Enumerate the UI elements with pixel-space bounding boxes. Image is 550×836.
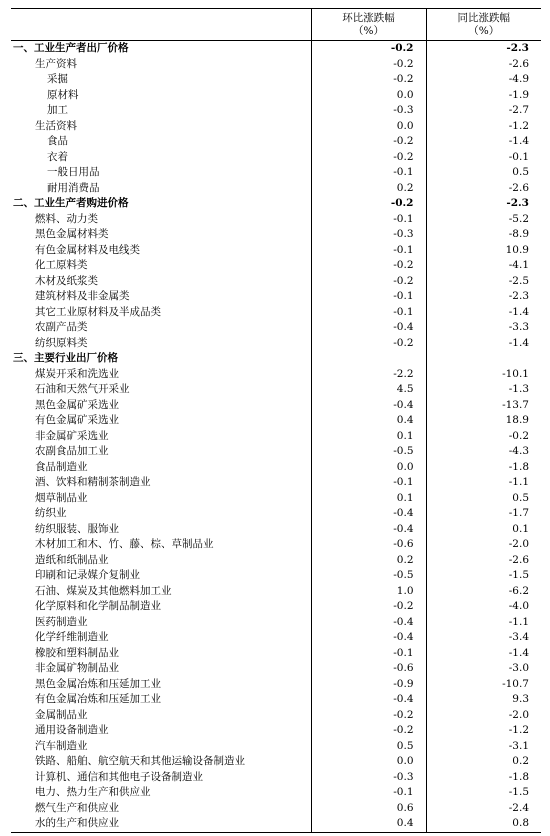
row-yoy-value: -1.4 bbox=[426, 646, 541, 662]
table-row bbox=[11, 196, 541, 212]
row-item-name: 农副食品加工业 bbox=[35, 445, 109, 457]
table-row bbox=[11, 134, 541, 150]
row-item-name: 黑色金属冶炼和压延加工业 bbox=[35, 677, 161, 690]
row-item-name: 黑色金属材料类 bbox=[35, 228, 109, 240]
row-yoy-value: -2.5 bbox=[426, 274, 541, 290]
table-row bbox=[11, 553, 541, 569]
row-yoy-value: -2.0 bbox=[426, 537, 541, 553]
row-mom-value: -0.4 bbox=[311, 615, 426, 631]
row-mom-value: -0.6 bbox=[311, 661, 426, 677]
row-mom-value: -0.1 bbox=[311, 289, 426, 305]
row-yoy-value: -4.3 bbox=[426, 444, 541, 460]
header-yoy-unit: （%） bbox=[468, 25, 500, 37]
row-item-name: 生活资料 bbox=[35, 119, 77, 132]
row-item-name: 加工 bbox=[47, 104, 68, 116]
row-yoy-value: -3.4 bbox=[426, 630, 541, 646]
row-yoy-value: -1.3 bbox=[426, 382, 541, 398]
table-row bbox=[11, 165, 541, 181]
row-item-name: 橡胶和塑料制品业 bbox=[35, 646, 119, 659]
table-row bbox=[11, 258, 541, 274]
table-row bbox=[11, 243, 541, 259]
row-yoy-value: -1.1 bbox=[426, 475, 541, 491]
row-yoy-value: -1.4 bbox=[426, 336, 541, 352]
row-mom-value: -0.2 bbox=[311, 72, 426, 88]
row-mom-value: -0.1 bbox=[311, 212, 426, 228]
row-item-name: 通用设备制造业 bbox=[35, 724, 109, 736]
row-yoy-value: -0.2 bbox=[426, 429, 541, 445]
row-mom-value: -0.4 bbox=[311, 522, 426, 538]
row-yoy-value: 0.5 bbox=[426, 165, 541, 181]
row-mom-value: 0.5 bbox=[311, 739, 426, 755]
row-yoy-value: 0.1 bbox=[426, 522, 541, 538]
row-item-name: 耐用消费品 bbox=[47, 181, 100, 194]
row-item-name: 二、工业生产者购进价格 bbox=[13, 197, 129, 209]
row-mom-value: 0.0 bbox=[311, 119, 426, 135]
row-yoy-value: -3.0 bbox=[426, 661, 541, 677]
row-yoy-value: -5.2 bbox=[426, 212, 541, 228]
row-item-name: 有色金属材料及电线类 bbox=[35, 243, 140, 256]
row-item-name: 汽车制造业 bbox=[35, 739, 88, 752]
row-yoy-value: -1.8 bbox=[426, 460, 541, 476]
row-mom-value: 0.4 bbox=[311, 816, 426, 832]
row-item-name: 黑色金属矿采选业 bbox=[35, 398, 119, 411]
row-yoy-value: -3.3 bbox=[426, 320, 541, 336]
row-yoy-value: -2.6 bbox=[426, 181, 541, 197]
row-mom-value: -0.3 bbox=[311, 770, 426, 786]
row-yoy-value: -6.2 bbox=[426, 584, 541, 600]
row-yoy-value: -0.1 bbox=[426, 150, 541, 166]
row-item-name: 化学纤维制造业 bbox=[35, 631, 109, 643]
table-row bbox=[11, 227, 541, 243]
row-mom-value: -0.2 bbox=[311, 57, 426, 73]
row-item-name: 一般日用品 bbox=[47, 166, 100, 178]
table-row bbox=[11, 382, 541, 398]
table-row bbox=[11, 723, 541, 739]
row-yoy-value: -10.1 bbox=[426, 367, 541, 383]
table-row bbox=[11, 584, 541, 600]
row-item-name: 铁路、船舶、航空航天和其他运输设备制造业 bbox=[35, 755, 245, 767]
row-yoy-value: -2.0 bbox=[426, 708, 541, 724]
row-yoy-value: 0.2 bbox=[426, 754, 541, 770]
row-mom-value: -0.2 bbox=[311, 274, 426, 290]
row-mom-value: -0.4 bbox=[311, 506, 426, 522]
row-yoy-value: -1.1 bbox=[426, 615, 541, 631]
row-mom-value: 0.2 bbox=[311, 181, 426, 197]
row-mom-value: -0.5 bbox=[311, 444, 426, 460]
row-yoy-value: -3.1 bbox=[426, 739, 541, 755]
row-mom-value: -0.1 bbox=[311, 305, 426, 321]
row-item-name: 一、工业生产者出厂价格 bbox=[13, 42, 129, 54]
row-item-name: 非金属矿采选业 bbox=[35, 429, 109, 442]
row-item-name: 煤炭开采和洗选业 bbox=[35, 367, 119, 380]
row-yoy-value: -2.7 bbox=[426, 103, 541, 119]
row-mom-value: 0.0 bbox=[311, 460, 426, 476]
row-mom-value: -0.2 bbox=[311, 150, 426, 166]
row-item-name: 化学原料和化学制品制造业 bbox=[35, 600, 161, 612]
row-mom-value: 0.6 bbox=[311, 801, 426, 817]
row-item-name: 计算机、通信和其他电子设备制造业 bbox=[35, 770, 203, 783]
row-yoy-value: -4.9 bbox=[426, 72, 541, 88]
row-item-name: 食品制造业 bbox=[35, 460, 88, 473]
table-row bbox=[11, 88, 541, 104]
table-row bbox=[11, 599, 541, 615]
row-item-name: 电力、热力生产和供应业 bbox=[35, 786, 151, 798]
table-row bbox=[11, 677, 541, 693]
table-row bbox=[11, 320, 541, 336]
row-item-name: 木材加工和木、竹、藤、棕、草制品业 bbox=[35, 538, 214, 550]
row-mom-value: -0.2 bbox=[311, 336, 426, 352]
table-row bbox=[11, 630, 541, 646]
row-mom-value: -0.2 bbox=[311, 723, 426, 739]
row-mom-value: -0.2 bbox=[311, 708, 426, 724]
table-header bbox=[11, 9, 541, 41]
row-item-name: 印刷和记录媒介复制业 bbox=[35, 569, 140, 581]
table-row bbox=[11, 460, 541, 476]
row-item-name: 其它工业原材料及半成品类 bbox=[35, 305, 161, 318]
row-item-name: 纺织原料类 bbox=[35, 336, 88, 349]
row-yoy-value: -8.9 bbox=[426, 227, 541, 243]
row-yoy-value: -4.0 bbox=[426, 599, 541, 615]
table-row bbox=[11, 72, 541, 88]
table-row bbox=[11, 816, 541, 832]
table-row bbox=[11, 413, 541, 429]
row-item-name: 造纸和纸制品业 bbox=[35, 553, 109, 566]
row-mom-value bbox=[311, 351, 426, 367]
row-item-name: 燃气生产和供应业 bbox=[35, 801, 119, 814]
row-yoy-value: -1.4 bbox=[426, 305, 541, 321]
table-row bbox=[11, 537, 541, 553]
row-item-name: 食品 bbox=[47, 135, 68, 147]
table-row bbox=[11, 708, 541, 724]
table-row bbox=[11, 506, 541, 522]
row-mom-value: 0.0 bbox=[311, 88, 426, 104]
row-yoy-value: -2.3 bbox=[426, 41, 541, 57]
row-yoy-value: -2.3 bbox=[426, 196, 541, 212]
price-index-table-container bbox=[11, 8, 541, 833]
table-row bbox=[11, 351, 541, 367]
row-mom-value: -0.3 bbox=[311, 103, 426, 119]
row-mom-value: -0.5 bbox=[311, 568, 426, 584]
row-yoy-value: -2.6 bbox=[426, 553, 541, 569]
row-yoy-value: 10.9 bbox=[426, 243, 541, 259]
row-item-name: 原材料 bbox=[47, 88, 79, 101]
row-mom-value: -2.2 bbox=[311, 367, 426, 383]
table-row bbox=[11, 150, 541, 166]
row-item-name: 纺织服装、服饰业 bbox=[35, 522, 119, 535]
row-yoy-value: -1.5 bbox=[426, 785, 541, 801]
row-mom-value: -0.1 bbox=[311, 165, 426, 181]
row-yoy-value: -13.7 bbox=[426, 398, 541, 414]
table-row bbox=[11, 119, 541, 135]
row-yoy-value: -1.4 bbox=[426, 134, 541, 150]
row-yoy-value: -1.9 bbox=[426, 88, 541, 104]
row-mom-value: 0.4 bbox=[311, 413, 426, 429]
table-row bbox=[11, 475, 541, 491]
row-mom-value: -0.2 bbox=[311, 258, 426, 274]
row-mom-value: -0.4 bbox=[311, 630, 426, 646]
row-yoy-value: -1.2 bbox=[426, 119, 541, 135]
table-row bbox=[11, 289, 541, 305]
row-mom-value: -0.1 bbox=[311, 646, 426, 662]
row-item-name: 木材及纸浆类 bbox=[35, 274, 98, 287]
row-yoy-value: -1.5 bbox=[426, 568, 541, 584]
row-yoy-value bbox=[426, 351, 541, 367]
table-row bbox=[11, 491, 541, 507]
table-row bbox=[11, 568, 541, 584]
row-yoy-value: -2.6 bbox=[426, 57, 541, 73]
row-yoy-value: -2.3 bbox=[426, 289, 541, 305]
row-yoy-value: -1.8 bbox=[426, 770, 541, 786]
row-yoy-value: -2.4 bbox=[426, 801, 541, 817]
row-mom-value: -0.2 bbox=[311, 134, 426, 150]
row-item-name: 医药制造业 bbox=[35, 615, 88, 628]
row-yoy-value: 0.5 bbox=[426, 491, 541, 507]
table-row bbox=[11, 212, 541, 228]
row-mom-value: 0.1 bbox=[311, 429, 426, 445]
row-mom-value: -0.2 bbox=[311, 196, 426, 212]
row-mom-value: -0.4 bbox=[311, 692, 426, 708]
table-row bbox=[11, 444, 541, 460]
row-mom-value: -0.2 bbox=[311, 41, 426, 57]
row-item-name: 三、主要行业出厂价格 bbox=[13, 352, 118, 364]
table-body bbox=[11, 41, 541, 833]
row-item-name: 有色金属矿采选业 bbox=[35, 414, 119, 426]
row-mom-value: 4.5 bbox=[311, 382, 426, 398]
table-row bbox=[11, 785, 541, 801]
table-row bbox=[11, 41, 541, 57]
table-row bbox=[11, 739, 541, 755]
table-row bbox=[11, 103, 541, 119]
row-mom-value: -0.3 bbox=[311, 227, 426, 243]
row-yoy-value: -1.7 bbox=[426, 506, 541, 522]
row-mom-value: -0.1 bbox=[311, 243, 426, 259]
table-row bbox=[11, 661, 541, 677]
row-yoy-value: 18.9 bbox=[426, 413, 541, 429]
header-mom-unit: （%） bbox=[353, 25, 384, 37]
row-item-name: 金属制品业 bbox=[35, 708, 88, 721]
header-mom bbox=[311, 9, 426, 41]
row-yoy-value: 0.8 bbox=[426, 816, 541, 832]
row-item-name: 酒、饮料和精制茶制造业 bbox=[35, 476, 151, 488]
row-item-name: 水的生产和供应业 bbox=[11, 816, 311, 832]
row-mom-value: -0.1 bbox=[311, 475, 426, 491]
row-yoy-value: -4.1 bbox=[426, 258, 541, 274]
row-item-name: 烟草制品业 bbox=[35, 491, 88, 504]
table-row bbox=[11, 429, 541, 445]
row-item-name: 衣着 bbox=[47, 150, 68, 163]
table-row bbox=[11, 305, 541, 321]
row-mom-value: 0.2 bbox=[311, 553, 426, 569]
row-item-name: 化工原料类 bbox=[35, 259, 88, 271]
row-item-name: 农副产品类 bbox=[35, 321, 88, 333]
table-row bbox=[11, 615, 541, 631]
row-yoy-value: -1.2 bbox=[426, 723, 541, 739]
row-mom-value: -0.9 bbox=[311, 677, 426, 693]
table-row bbox=[11, 57, 541, 73]
price-index-table bbox=[11, 8, 541, 833]
row-item-name: 非金属矿物制品业 bbox=[35, 662, 119, 674]
header-item-column bbox=[11, 9, 311, 41]
row-mom-value: -0.4 bbox=[311, 320, 426, 336]
row-yoy-value: -10.7 bbox=[426, 677, 541, 693]
header-yoy-label: 同比涨跌幅 bbox=[457, 12, 510, 24]
table-row bbox=[11, 398, 541, 414]
row-item-name: 纺织业 bbox=[35, 507, 67, 519]
table-row bbox=[11, 646, 541, 662]
table-row bbox=[11, 801, 541, 817]
table-row bbox=[11, 522, 541, 538]
table-row bbox=[11, 692, 541, 708]
table-row bbox=[11, 754, 541, 770]
table-row bbox=[11, 181, 541, 197]
row-mom-value: -0.4 bbox=[311, 398, 426, 414]
header-mom-label: 环比涨跌幅 bbox=[342, 12, 395, 24]
row-item-name: 石油和天然气开采业 bbox=[35, 383, 130, 395]
row-mom-value: -0.6 bbox=[311, 537, 426, 553]
row-item-name: 有色金属冶炼和压延加工业 bbox=[35, 693, 161, 705]
table-row bbox=[11, 274, 541, 290]
table-row bbox=[11, 367, 541, 383]
row-item-name: 生产资料 bbox=[35, 57, 77, 70]
row-yoy-value: 9.3 bbox=[426, 692, 541, 708]
row-mom-value: 1.0 bbox=[311, 584, 426, 600]
row-item-name: 石油、煤炭及其他燃料加工业 bbox=[35, 584, 172, 597]
row-item-name: 建筑材料及非金属类 bbox=[35, 290, 130, 302]
header-yoy bbox=[426, 9, 541, 41]
table-row bbox=[11, 336, 541, 352]
row-mom-value: -0.2 bbox=[311, 599, 426, 615]
row-mom-value: -0.1 bbox=[311, 785, 426, 801]
row-mom-value: 0.0 bbox=[311, 754, 426, 770]
row-mom-value: 0.1 bbox=[311, 491, 426, 507]
table-row bbox=[11, 770, 541, 786]
row-item-name: 采掘 bbox=[47, 73, 68, 85]
row-item-name: 燃料、动力类 bbox=[35, 212, 98, 225]
